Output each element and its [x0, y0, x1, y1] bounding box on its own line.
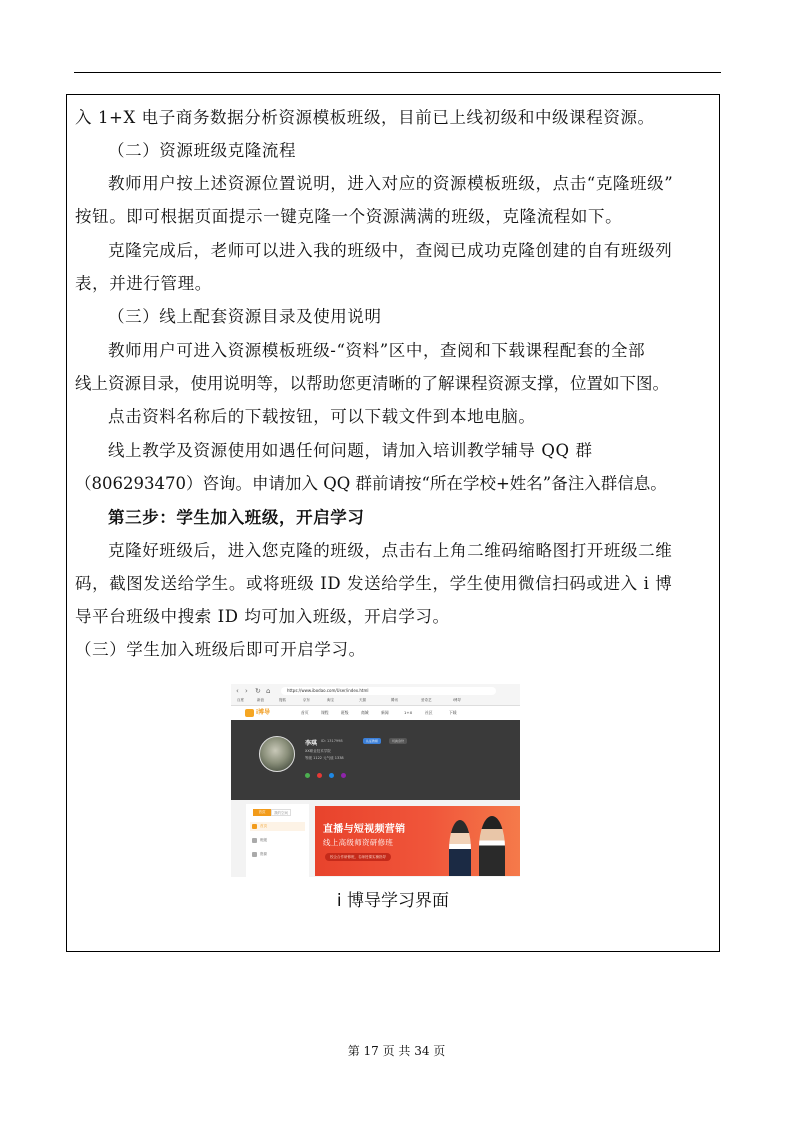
text-line: 线上教学及资源使用如遇任何问题，请加入培训教学辅导 QQ 群	[108, 441, 593, 460]
banner-title: 直播与短视频营销	[323, 824, 406, 835]
address-bar: https://www.ibodao.com/User/index.html	[281, 687, 496, 695]
text-line: 克隆好班级后，进入您克隆的班级，点击右上角二维码缩略图打开班级二维	[108, 541, 673, 560]
text-line: 线上资源目录，使用说明等，以帮助您更清晰的了解课程资源支撑，位置如下图。	[75, 374, 669, 393]
avatar	[259, 736, 295, 772]
profile-name: 李琪	[305, 740, 318, 747]
nav-item: 1+X	[404, 710, 413, 715]
qq-icon	[329, 773, 334, 778]
page-footer: 第 17 页 共 34 页	[347, 1044, 446, 1058]
browser-bar	[231, 684, 520, 706]
switch-badge: 切换身份	[389, 738, 407, 744]
bookmark-item: i博导	[453, 698, 461, 702]
banner-pill: 校企合作研修班，名师授课实操指导	[325, 853, 391, 861]
section-heading: （二）资源班级克隆流程	[108, 141, 297, 160]
tab-space: 我的空间	[271, 809, 291, 816]
text-line: 表，并进行管理。	[75, 274, 212, 293]
profile-icons	[305, 763, 348, 782]
nav-item: 首页	[301, 710, 309, 715]
bookmark-item: 爱奇艺	[421, 698, 432, 702]
text-line: 入 1+X 电子商务数据分析资源模板班级，目前已上线初级和中级课程资源。	[75, 108, 655, 127]
profile-school: XX职业技术学院	[305, 749, 331, 753]
text-line: （806293470）咨询。申请加入 QQ 群前请按“所在学校+姓名”备注入群信息。	[75, 474, 667, 493]
reload-icon: ↻	[255, 687, 261, 695]
text-line: 点击资料名称后的下载按钮，可以下载文件到本地电脑。	[108, 407, 536, 426]
header-rule	[74, 72, 721, 73]
step-heading: 第三步：学生加入班级，开启学习	[108, 508, 365, 527]
text-line: 按钮。即可根据页面提示一键克隆一个资源满满的班级，克隆流程如下。	[75, 207, 623, 226]
profile-header	[231, 720, 520, 800]
text-line: 码，截图发送给学生。或将班级 ID 发送给学生，学生使用微信扫码或进入 i 博	[75, 574, 673, 593]
platform-screenshot	[231, 684, 520, 877]
verified-badge: 认证教师	[363, 738, 381, 744]
site-nav	[231, 706, 520, 720]
content-area	[231, 800, 520, 877]
side-item-label: 首页	[260, 824, 267, 828]
bookmark-item: 天猫	[359, 698, 366, 702]
bookmark-item: 淘宝	[327, 698, 334, 702]
bookmark-item: 百度	[237, 698, 244, 702]
class-icon	[252, 838, 257, 843]
weibo-icon	[317, 773, 322, 778]
text-line: 教师用户可进入资源模板班级-“资料”区中，查阅和下载课程配套的全部	[108, 341, 646, 360]
nav-item: 下载	[449, 710, 457, 715]
folder-icon	[252, 852, 257, 857]
speaker-photo	[479, 816, 505, 876]
bookmark-item: 新浪	[257, 698, 264, 702]
medal-icon	[341, 773, 346, 778]
bookmark-item: 搜狐	[279, 698, 286, 702]
section-heading: （三）线上配套资源目录及使用说明	[108, 307, 382, 326]
side-menu	[246, 804, 309, 877]
nav-item: 课程	[321, 710, 329, 715]
nav-item: 商城	[361, 710, 369, 715]
nav-item: 新闻	[381, 710, 389, 715]
tab-home: 首页	[253, 809, 271, 816]
side-item-home	[250, 822, 305, 831]
back-icon: ‹	[236, 687, 239, 695]
wechat-icon	[305, 773, 310, 778]
side-item-label: 班级	[260, 838, 267, 842]
text-line: （三）学生加入班级后即可开启学习。	[75, 640, 366, 659]
side-item-class	[250, 836, 305, 845]
figure-caption: i 博导学习界面	[336, 891, 450, 911]
nav-item: 班级	[341, 710, 349, 715]
text-line: 教师用户按上述资源位置说明，进入对应的资源模板班级，点击“克隆班级”	[108, 174, 674, 193]
forward-icon: ›	[245, 687, 248, 695]
logo-text: i博导	[256, 709, 271, 716]
text-line: 克隆完成后，老师可以进入我的班级中，查阅已成功克隆创建的自有班级列	[108, 241, 673, 260]
home-icon	[252, 824, 257, 829]
profile-stats: 等级 1122 元气值 1338	[305, 756, 344, 760]
text-line: 导平台班级中搜索 ID 均可加入班级，开启学习。	[75, 607, 450, 626]
site-logo	[245, 708, 270, 718]
side-item-resource	[250, 850, 305, 859]
bookmark-item: 京东	[303, 698, 310, 702]
profile-id: ID: 1317998	[321, 739, 343, 743]
bookmark-item: 腾讯	[391, 698, 398, 702]
banner-subtitle: 线上高级师资研修班	[323, 838, 394, 847]
side-item-label: 资源	[260, 852, 267, 856]
nav-item: 社区	[425, 710, 433, 715]
home-icon: ⌂	[266, 687, 271, 695]
promo-banner	[315, 806, 520, 876]
bookmarks-bar	[231, 696, 520, 705]
speaker-photo	[449, 820, 471, 876]
logo-mark-icon	[245, 709, 254, 717]
